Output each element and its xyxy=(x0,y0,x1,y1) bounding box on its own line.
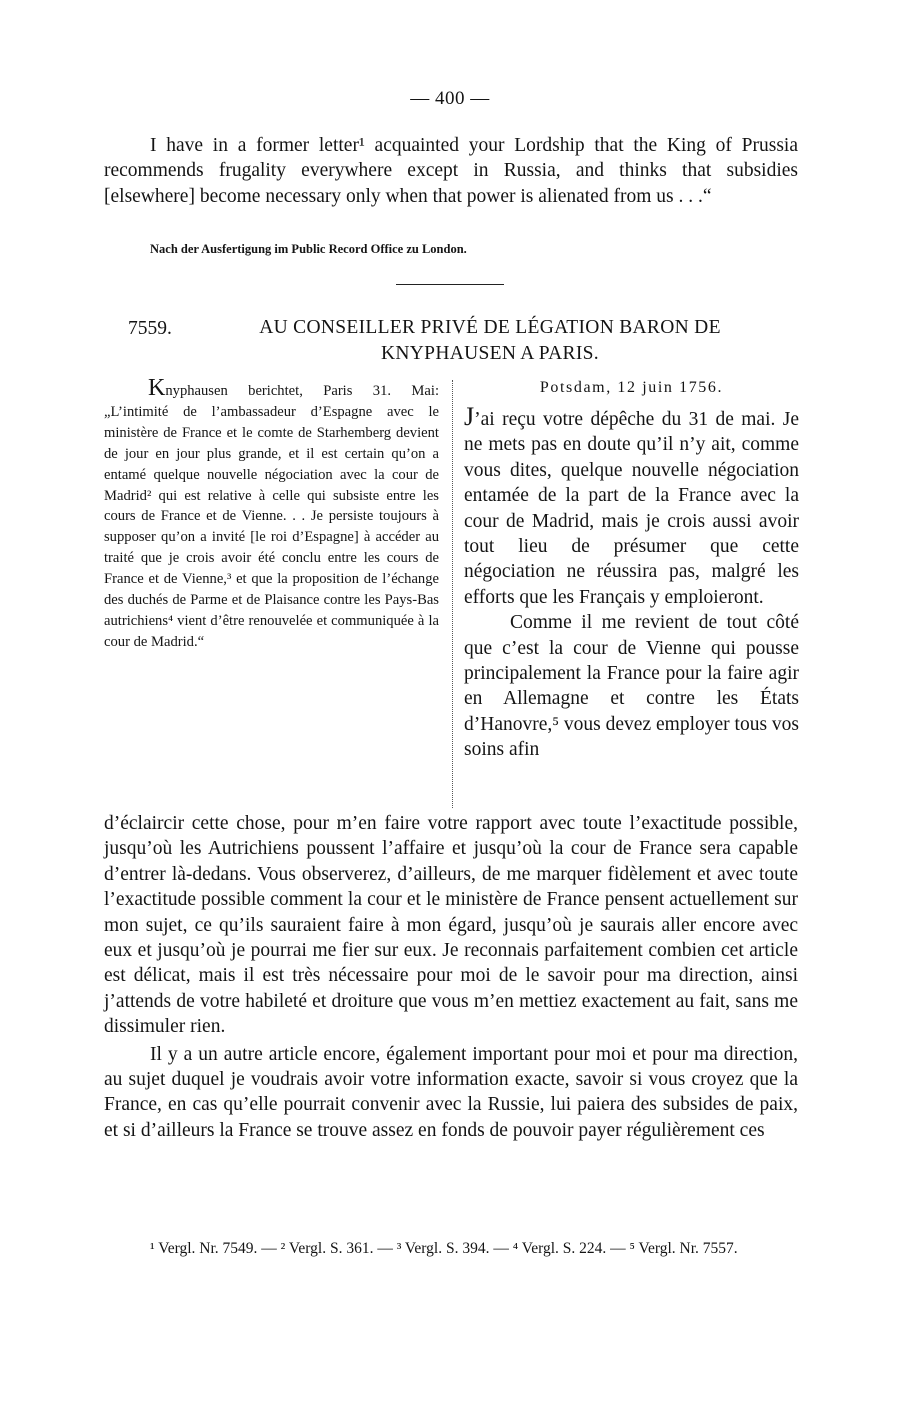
section-divider xyxy=(396,284,504,285)
summary-dropcap: K xyxy=(148,375,166,401)
letter-paragraph-1-text: ’ai reçu votre dépêche du 31 de mai. Je ne mets pas en doute qu’il n’y ait, comme vous dites, quelque nouvelle négociation entamée de la part de la France avec la cour de Madrid, mais je crois aussi avoir tout lieu de présumer que cette négociation ne réussira pas, malgré les efforts que les Français y emploieront. xyxy=(464,409,799,608)
footnotes-text: ¹ Vergl. Nr. 7549. — ² Vergl. S. 361. — ³ Vergl. S. 394. — ⁴ Vergl. S. 224. — ⁵ Vergl. Nr. 7557. xyxy=(150,1240,738,1257)
footnotes xyxy=(104,1238,798,1259)
letter-paragraph-3: Il y a un autre article encore, également important pour moi et pour ma direction, au sujet duquel je voudrais avoir votre information exacte, savoir si vous croyez que la France, en cas qu’elle pourrait convenir avec la Russie, lui paiera des subsides de paix, et si d’ailleurs la France se trouve assez en fonds de pouvoir payer régulièrement ces xyxy=(104,1043,798,1141)
dateline: Potsdam, 12 juin 1756. xyxy=(539,379,724,396)
letter-paragraph-2-start: Comme il me revient de tout côté que c’est la cour de Vienne qui pousse principalement la France pour la faire agir en Allemagne et contre les États d’Hanovre,⁵ vous devez employer tous vos soins afin xyxy=(464,612,799,761)
summary-paragraph xyxy=(104,376,439,653)
letter-dropcap: J xyxy=(464,402,475,431)
letter-paragraph-2-end: d’éclaircir cette chose, pour m’en faire votre rapport avec toute l’exactitude possible, jusqu’où les Autrichiens poussent l’affaire et jusqu’où la cour de France sera capable d’entrer là-dedans. Vous observerez, d’ailleurs, de me marquer fidèlement et avec toute l’exactitude possible comment la cour et le ministère de France pensent actuellement sur mon sujet, ce qu’ils sauraient faire à mon égard, jusqu’où je saurais aller encore avec eux et jusqu’où je pourrai me fier sur eux. Je reconnais parfaitement combien cet article est délicat, mais il est très nécessaire pour moi de le savoir pour ma direction, ainsi j’attends de votre habileté et droiture que vous m’en mettiez exactement au fait, sans me dissimuler rien. xyxy=(104,813,798,1038)
summary-text: nyphausen berichtet, Paris 31. Mai: „L’intimité de l’ambassadeur d’Espagne avec le ministère de France et le comte de Starhemberg devient de jour en jour plus grande, et il est certain qu’on a entamé quelque nouvelle négociation avec la cour de Madrid² qui est relative à celle qui subsiste entre les cours de France et de Vienne. . . Je persiste toujours à supposer qu’on a invité [le roi d’Espagne] à accéder au traité que je crois avoir été conclu entre les cours de France et de Vienne,³ et que la proposition de l’échange des duchés de Parme et de Plaisance contre les Pays-Bas autrichiens⁴ vient d’être renouvelée et communiquée à la cour de Madrid.“ xyxy=(104,383,439,650)
summary-column xyxy=(104,376,439,653)
column-divider xyxy=(452,380,453,808)
page-number: — 400 — xyxy=(410,88,490,109)
letter-paragraph-1 xyxy=(464,404,799,610)
letter-column xyxy=(464,404,799,763)
document-number: 7559. xyxy=(128,318,172,339)
intro-paragraph: I have in a former letter¹ acquainted your Lordship that the King of Prussia recommends frugality everywhere except in Russia, and thinks that subsidies [elsewhere] become necessary only when that power is alienated from us . . .“ xyxy=(104,135,798,207)
source-note: Nach der Ausfertigung im Public Record Office zu London. xyxy=(150,242,467,256)
letter-heading: AU CONSEILLER PRIVÉ DE LÉGATION BARON DE KNYPHAUSEN A PARIS. xyxy=(259,317,721,364)
intro-block xyxy=(104,133,798,209)
letter-continuation xyxy=(104,811,798,1143)
